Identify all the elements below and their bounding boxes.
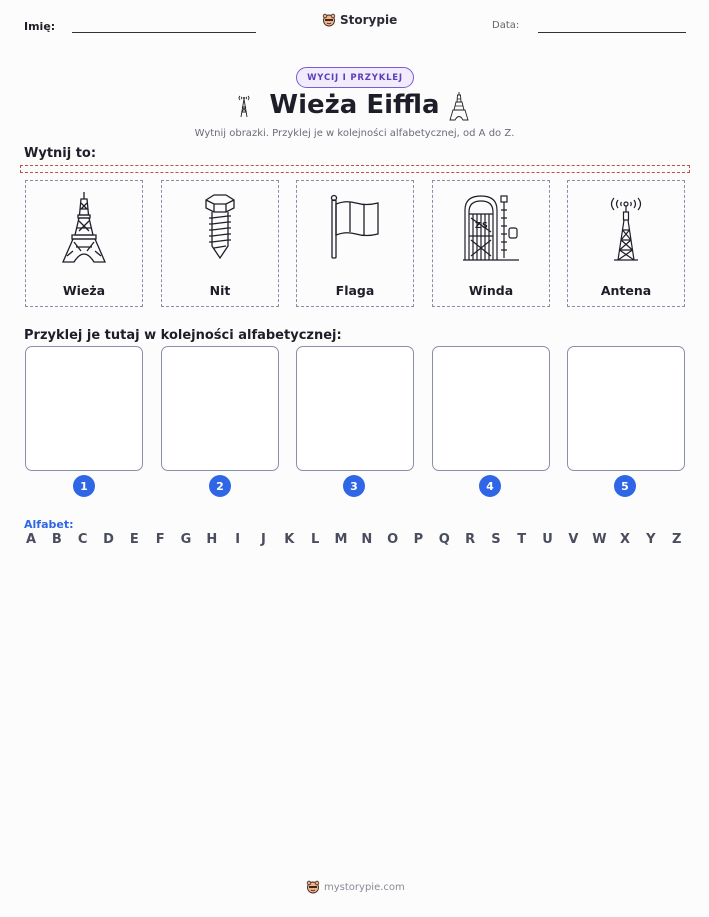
alphabet-letter: U — [542, 532, 553, 547]
cut-card-antena[interactable] — [567, 180, 685, 307]
svg-text:S: S — [482, 221, 488, 230]
alphabet-letter: M — [334, 532, 348, 547]
antenna-icon — [606, 192, 646, 262]
alphabet-letter: T — [517, 532, 527, 547]
slot-number-badge: 4 — [479, 475, 501, 497]
alphabet-letter: P — [413, 532, 424, 547]
alphabet-letter: K — [284, 532, 295, 547]
cut-card-wieza[interactable] — [25, 180, 143, 307]
alphabet-letter: C — [77, 532, 88, 547]
alphabet-letter: G — [180, 532, 192, 547]
flag-icon — [328, 194, 382, 260]
page-title: Wieża Eiffla — [269, 90, 440, 120]
card-label: Flaga — [335, 283, 375, 298]
brand-name: Storypie — [340, 13, 398, 27]
cut-heading: Wytnij to: — [24, 146, 97, 161]
storypie-mascot-icon — [306, 880, 320, 894]
alphabet-letter: Z — [671, 532, 682, 547]
slot-number-badge: 5 — [614, 475, 636, 497]
alphabet-letter: N — [361, 532, 373, 547]
card-label: Wieża — [62, 283, 106, 298]
alphabet-letter: Y — [646, 532, 656, 547]
rivet-bolt-icon — [200, 194, 240, 260]
paste-slot-3[interactable] — [296, 346, 414, 471]
eiffel-tower-icon — [59, 191, 109, 263]
card-label: Antena — [600, 283, 652, 298]
alphabet-letter: D — [103, 532, 114, 547]
alphabet-letter: R — [465, 532, 476, 547]
alphabet-row — [24, 532, 684, 547]
alphabet-letter: O — [387, 532, 399, 547]
eiffel-tower-icon — [448, 91, 470, 121]
paste-slot-5[interactable] — [567, 346, 685, 471]
cut-card-nit[interactable] — [161, 180, 279, 307]
footer-url: mystorypie.com — [324, 881, 405, 893]
svg-text:Z: Z — [475, 221, 481, 230]
alphabet-letter: B — [51, 532, 62, 547]
activity-badge: WYCIJ I PRZYKLEJ — [296, 67, 414, 88]
elevator-icon — [461, 192, 521, 262]
alphabet-letter: J — [261, 532, 266, 547]
cut-card-flaga[interactable] — [296, 180, 414, 307]
cut-line — [20, 165, 690, 173]
alphabet-letter: Q — [438, 532, 450, 547]
paste-heading: Przyklej je tutaj w kolejności alfabetycznej: — [24, 328, 342, 343]
alphabet-label: Alfabet: — [24, 518, 74, 531]
brand-logo — [322, 13, 397, 27]
paste-slot-4[interactable] — [432, 346, 550, 471]
date-field-line[interactable] — [538, 32, 686, 33]
name-field-line[interactable] — [72, 32, 256, 33]
storypie-mascot-icon — [322, 13, 336, 27]
alphabet-letter: I — [235, 532, 241, 547]
name-label: Imię: — [24, 20, 56, 33]
alphabet-letter: X — [620, 532, 631, 547]
alphabet-letter: F — [155, 532, 165, 547]
alphabet-letter: E — [129, 532, 139, 547]
paste-slot-1[interactable] — [25, 346, 143, 471]
slot-number-badge: 2 — [209, 475, 231, 497]
paste-slot-2[interactable] — [161, 346, 279, 471]
alphabet-letter: W — [592, 532, 607, 547]
date-label: Data: — [492, 20, 520, 31]
slot-number-badge: 3 — [343, 475, 365, 497]
alphabet-letter: A — [25, 532, 37, 547]
slot-number-badge: 1 — [73, 475, 95, 497]
alphabet-letter: L — [310, 532, 320, 547]
card-label: Nit — [209, 283, 231, 298]
alphabet-letter: V — [568, 532, 579, 547]
alphabet-letter: H — [206, 532, 218, 547]
instructions: Wytnij obrazki. Przyklej je w kolejności alfabetycznej, od A do Z. — [194, 128, 515, 139]
alphabet-letter: S — [491, 532, 501, 547]
cut-card-winda[interactable] — [432, 180, 550, 307]
footer — [306, 880, 405, 894]
card-label: Winda — [468, 283, 514, 298]
